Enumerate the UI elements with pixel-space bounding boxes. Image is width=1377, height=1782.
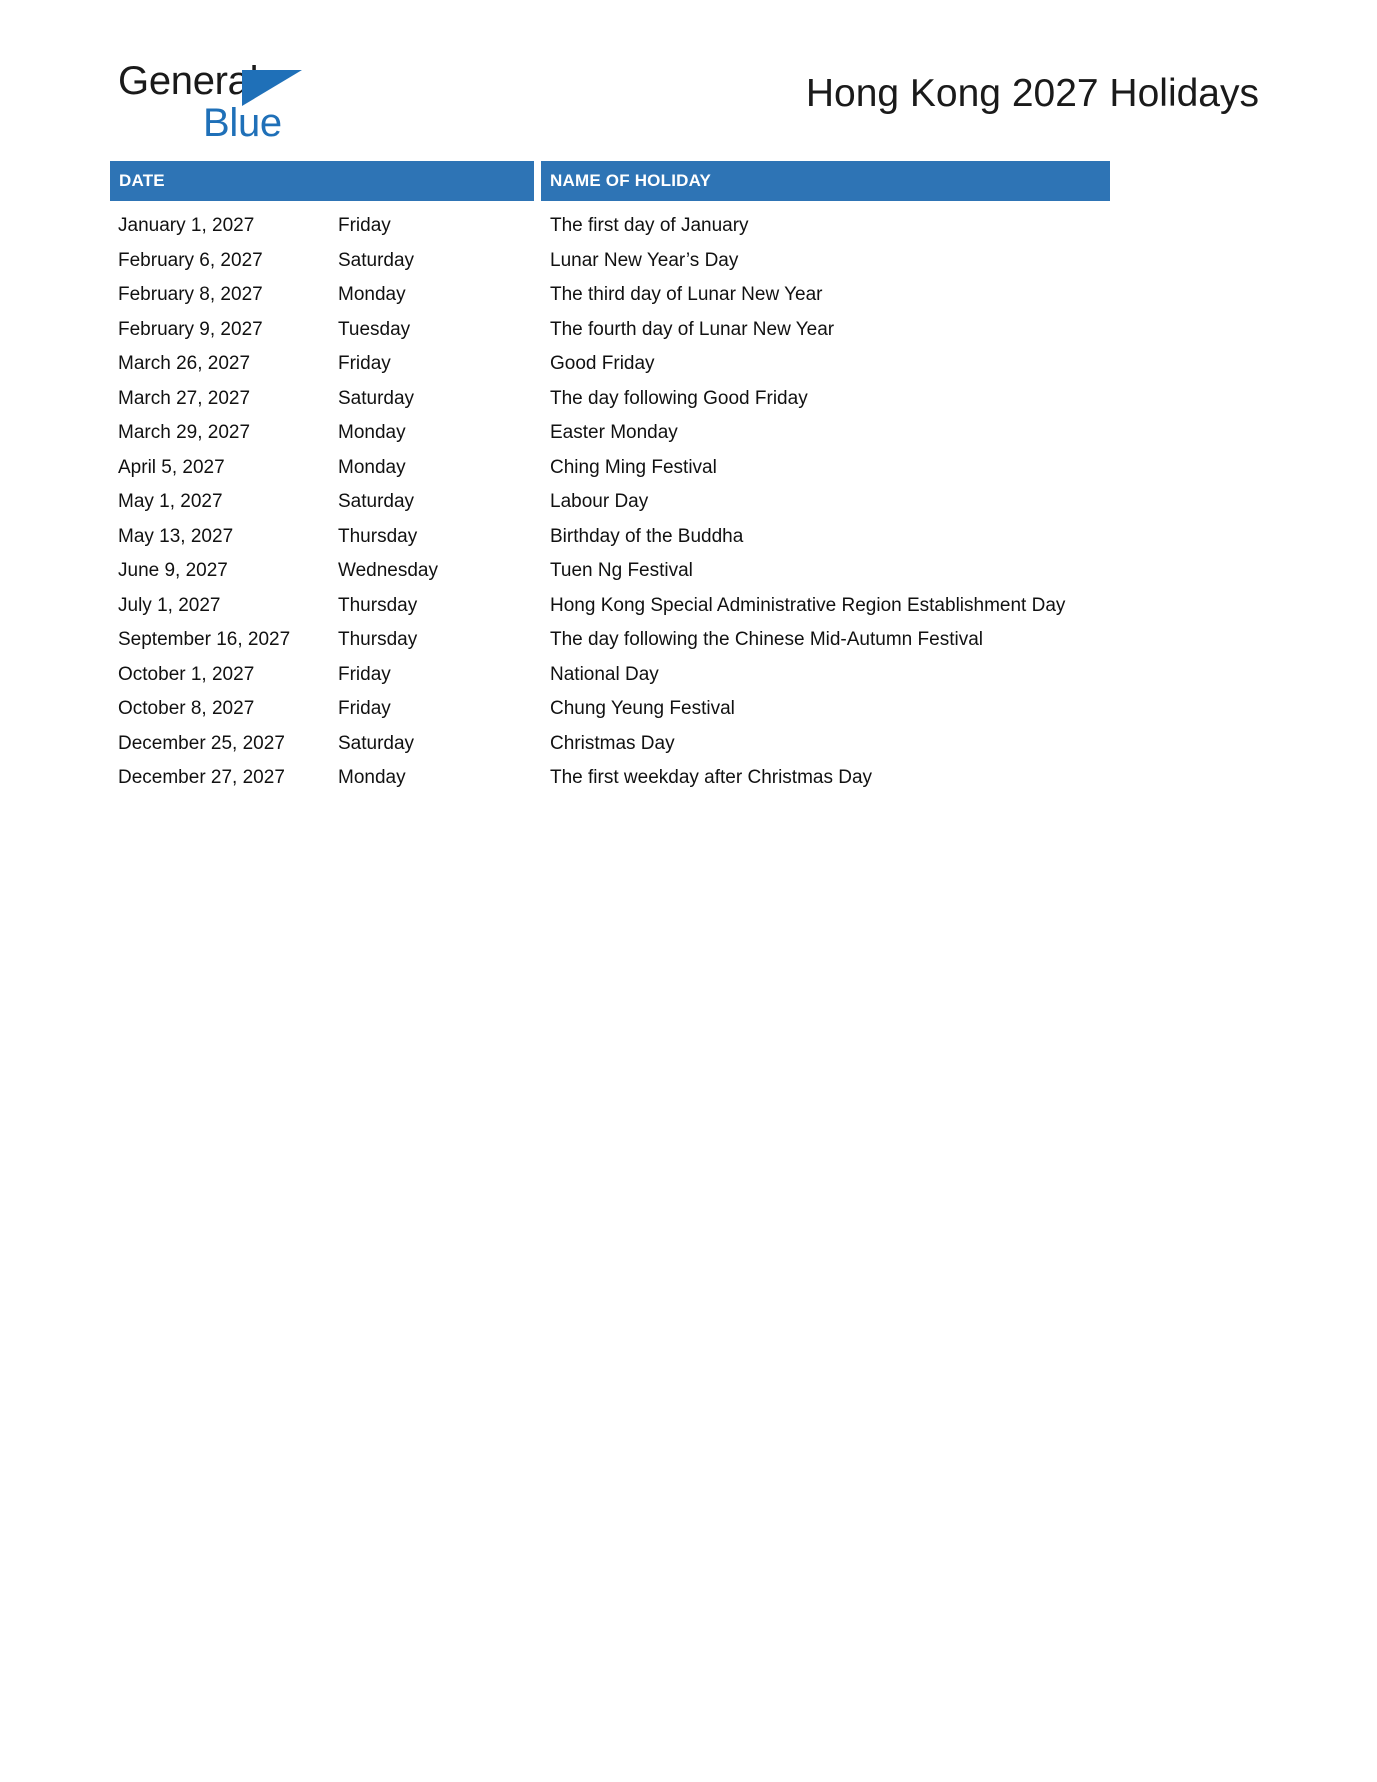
table-row	[110, 589, 1110, 624]
table-row	[110, 658, 1110, 693]
table-row	[110, 520, 1110, 555]
cell-date: March 27, 2027	[118, 387, 251, 409]
cell-weekday: Thursday	[338, 629, 418, 651]
cell-date: December 27, 2027	[118, 767, 285, 789]
cell-date: September 16, 2027	[118, 629, 291, 651]
cell-date: April 5, 2027	[118, 456, 225, 478]
cell-holiday-name: Easter Monday	[550, 422, 678, 444]
cell-holiday-name: Tuen Ng Festival	[550, 560, 693, 582]
cell-date: July 1, 2027	[118, 594, 221, 616]
cell-holiday-name: The day following the Chinese Mid-Autumn Festival	[550, 629, 983, 651]
cell-holiday-name: Christmas Day	[550, 732, 675, 754]
cell-weekday: Friday	[338, 353, 391, 375]
cell-weekday: Monday	[338, 456, 406, 478]
table-row	[110, 416, 1110, 451]
cell-weekday: Saturday	[338, 732, 415, 754]
column-header-name-of-holiday: NAME OF HOLIDAY	[541, 161, 1110, 201]
cell-weekday: Saturday	[338, 491, 415, 513]
table-row	[110, 209, 1110, 244]
cell-date: February 6, 2027	[118, 249, 263, 271]
cell-weekday: Monday	[338, 767, 406, 789]
cell-date: March 26, 2027	[118, 353, 251, 375]
cell-holiday-name: Lunar New Year’s Day	[550, 249, 739, 271]
cell-weekday: Monday	[338, 422, 406, 444]
cell-holiday-name: Birthday of the Buddha	[550, 525, 744, 547]
cell-date: May 13, 2027	[118, 525, 234, 547]
table-row	[110, 451, 1110, 486]
cell-weekday: Thursday	[338, 594, 418, 616]
table-row	[110, 278, 1110, 313]
table-row	[110, 761, 1110, 796]
cell-holiday-name: Good Friday	[550, 353, 655, 375]
cell-weekday: Tuesday	[338, 318, 411, 340]
table-row	[110, 313, 1110, 348]
column-header-date: DATE	[110, 161, 534, 201]
cell-date: December 25, 2027	[118, 732, 285, 754]
table-row	[110, 692, 1110, 727]
table-row	[110, 347, 1110, 382]
logo-word-general: General	[118, 59, 259, 103]
cell-date: January 1, 2027	[118, 215, 255, 237]
table-body	[110, 201, 1110, 796]
general-blue-logo	[118, 59, 368, 149]
cell-holiday-name: The third day of Lunar New Year	[550, 284, 823, 306]
cell-holiday-name: The first weekday after Christmas Day	[550, 767, 873, 789]
document-header	[0, 0, 1377, 155]
cell-date: June 9, 2027	[118, 560, 228, 582]
page-title: Hong Kong 2027 Holidays	[805, 72, 1259, 115]
cell-date: February 8, 2027	[118, 284, 263, 306]
table-row	[110, 554, 1110, 589]
table-row	[110, 382, 1110, 417]
logo-word-blue: Blue	[203, 101, 282, 145]
cell-holiday-name: Hong Kong Special Administrative Region Establishment Day	[550, 594, 1066, 616]
cell-weekday: Thursday	[338, 525, 418, 547]
cell-date: May 1, 2027	[118, 491, 223, 513]
cell-date: March 29, 2027	[118, 422, 251, 444]
column-divider	[534, 161, 541, 201]
cell-holiday-name: The day following Good Friday	[550, 387, 808, 409]
cell-weekday: Saturday	[338, 387, 415, 409]
table-row	[110, 244, 1110, 279]
table-header-row	[110, 161, 1110, 201]
cell-holiday-name: Chung Yeung Festival	[550, 698, 735, 720]
cell-holiday-name: National Day	[550, 663, 659, 685]
cell-date: February 9, 2027	[118, 318, 263, 340]
table-row	[110, 623, 1110, 658]
holidays-table	[110, 161, 1110, 796]
cell-holiday-name: The first day of January	[550, 215, 749, 237]
cell-weekday: Friday	[338, 663, 391, 685]
cell-holiday-name: Labour Day	[550, 491, 649, 513]
table-row	[110, 727, 1110, 762]
cell-holiday-name: The fourth day of Lunar New Year	[550, 318, 835, 340]
cell-weekday: Saturday	[338, 249, 415, 271]
cell-date: October 8, 2027	[118, 698, 255, 720]
cell-holiday-name: Ching Ming Festival	[550, 456, 717, 478]
cell-weekday: Wednesday	[338, 560, 438, 582]
table-row	[110, 485, 1110, 520]
cell-weekday: Friday	[338, 698, 391, 720]
cell-date: October 1, 2027	[118, 663, 255, 685]
cell-weekday: Monday	[338, 284, 406, 306]
cell-weekday: Friday	[338, 215, 391, 237]
